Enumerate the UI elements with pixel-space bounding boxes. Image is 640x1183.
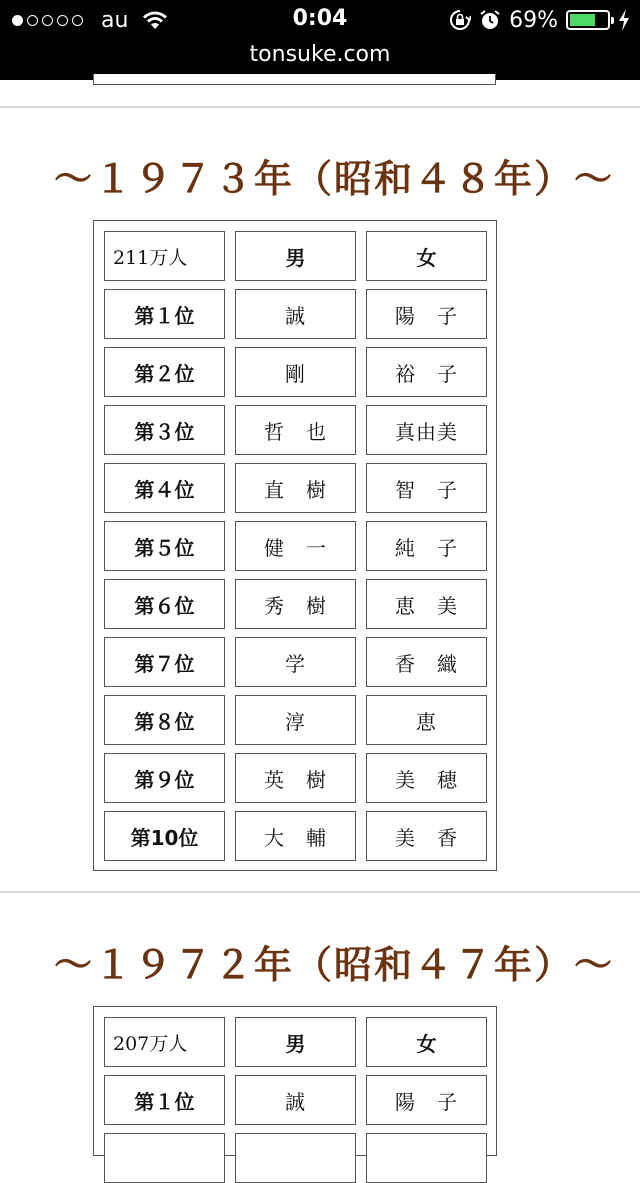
rank-cell: 第２位: [104, 347, 225, 397]
male-name-cell: 誠: [235, 1075, 356, 1125]
battery-cap: [611, 17, 614, 24]
male-name-cell: 健 一: [235, 521, 356, 571]
alarm-icon: [479, 9, 501, 31]
section-title-1972: ～１９７２年（昭和４７年）～: [54, 942, 615, 987]
rank-cell: 第９位: [104, 753, 225, 803]
male-header: 男: [235, 1017, 356, 1067]
section-title-1973: ～１９７３年（昭和４８年）～: [54, 156, 615, 201]
male-name-cell: 剛: [235, 347, 356, 397]
male-name-cell: 淳: [235, 695, 356, 745]
section-divider: [0, 106, 640, 108]
female-name-cell: 香 織: [366, 637, 487, 687]
rank-cell: 第１位: [104, 1075, 225, 1125]
female-name-cell: 美 香: [366, 811, 487, 861]
battery-icon: [566, 10, 610, 30]
female-name-cell: 美 穂: [366, 753, 487, 803]
rank-cell: 第６位: [104, 579, 225, 629]
ranking-table-1972: [93, 1006, 497, 1156]
rank-cell: 第８位: [104, 695, 225, 745]
male-name-cell: 直 樹: [235, 463, 356, 513]
rank-cell: 第１位: [104, 289, 225, 339]
female-name-cell: 裕 子: [366, 347, 487, 397]
female-name-cell: 陽 子: [366, 1075, 487, 1125]
male-name-cell: 誠: [235, 289, 356, 339]
female-name-cell: 純 子: [366, 521, 487, 571]
battery-level: [570, 14, 595, 26]
female-name-cell: 真由美: [366, 405, 487, 455]
ranking-table-1973: [93, 220, 497, 871]
male-name-cell: [235, 1133, 356, 1183]
rank-cell: 第７位: [104, 637, 225, 687]
battery-percent: 69%: [509, 7, 558, 33]
birth-count: 207万人: [104, 1017, 225, 1067]
male-name-cell: 哲 也: [235, 405, 356, 455]
carrier-name: au: [101, 7, 129, 33]
status-time: 0:04: [292, 6, 348, 31]
female-name-cell: 陽 子: [366, 289, 487, 339]
rank-cell: 第５位: [104, 521, 225, 571]
female-name-cell: 恵 美: [366, 579, 487, 629]
status-right: [449, 6, 630, 34]
female-name-cell: [366, 1133, 487, 1183]
female-header: 女: [366, 231, 487, 281]
rank-cell: 第10位: [104, 811, 225, 861]
rank-cell: 第３位: [104, 405, 225, 455]
female-name-cell: 恵: [366, 695, 487, 745]
male-name-cell: 秀 樹: [235, 579, 356, 629]
status-bar: [0, 0, 640, 80]
male-name-cell: 英 樹: [235, 753, 356, 803]
address-bar-url[interactable]: tonsuke.com: [249, 42, 391, 67]
section-divider: [0, 891, 640, 893]
male-name-cell: 大 輔: [235, 811, 356, 861]
rotation-lock-icon: [449, 9, 471, 31]
rank-cell: 第４位: [104, 463, 225, 513]
male-header: 男: [235, 231, 356, 281]
previous-table-bottom: [93, 74, 496, 85]
charging-bolt-icon: [618, 9, 630, 31]
rank-cell: [104, 1133, 225, 1183]
birth-count: 211万人: [104, 231, 225, 281]
male-name-cell: 学: [235, 637, 356, 687]
female-name-cell: 智 子: [366, 463, 487, 513]
female-header: 女: [366, 1017, 487, 1067]
